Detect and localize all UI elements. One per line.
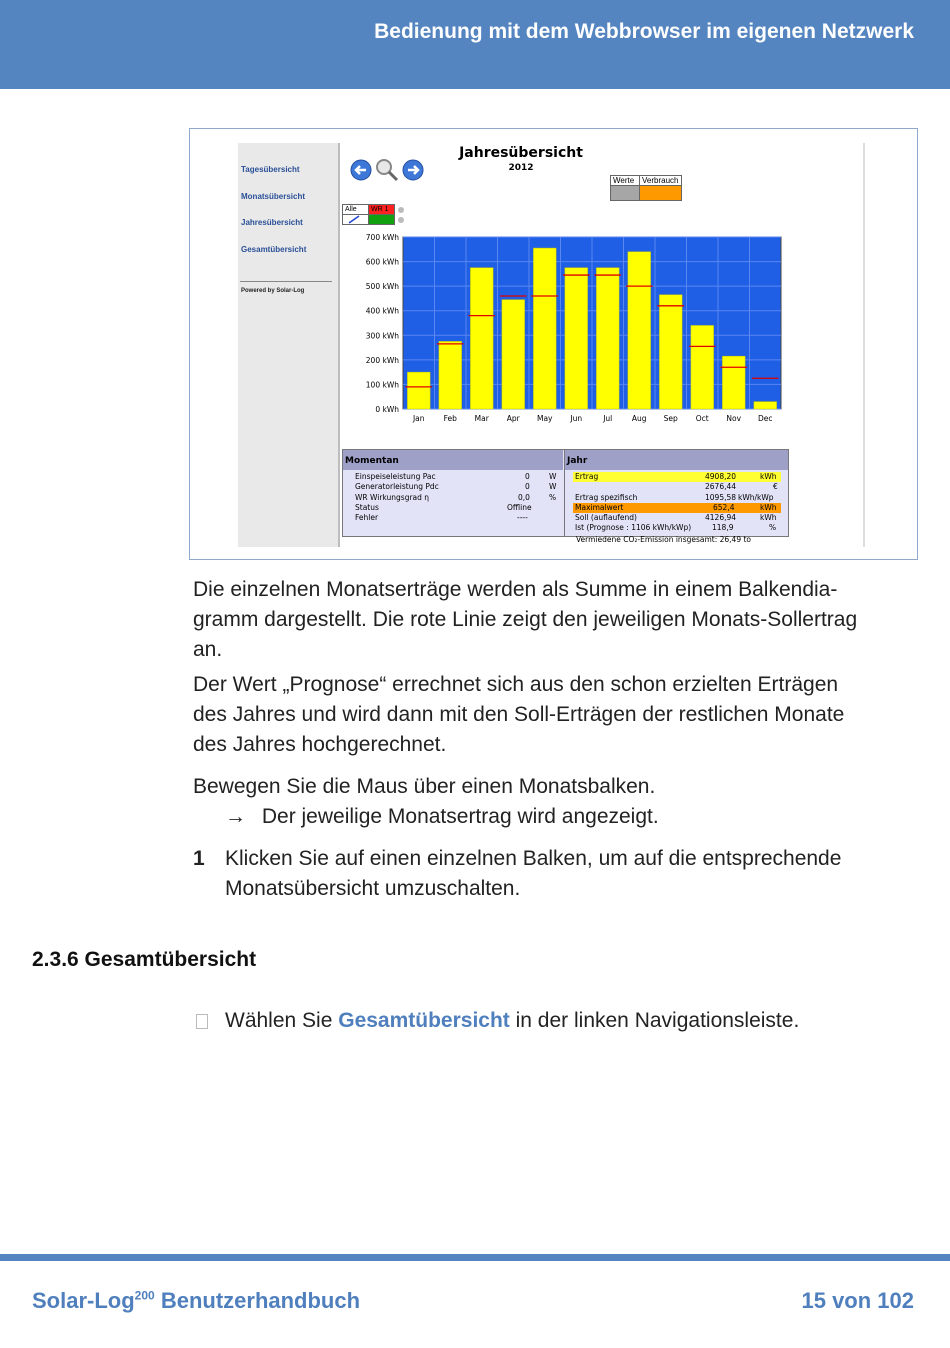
instruction-post: in der linken Navigationsleiste.: [509, 1009, 800, 1032]
bar-nov[interactable]: [722, 356, 745, 409]
step-1: [193, 844, 841, 904]
y-tick-label: 0 kWh: [375, 405, 399, 414]
jahr-label: Ertrag: [575, 472, 599, 481]
selector-radio-2[interactable]: [398, 217, 404, 223]
paragraph-2-line: des Jahres und wird dann mit den Soll-Erträgen der restlichen Monate: [193, 703, 845, 726]
selector-radio-1[interactable]: [398, 207, 404, 213]
x-tick-label: Feb: [443, 414, 457, 423]
page-header: [0, 0, 950, 89]
jahr-unit: kWh: [760, 503, 777, 512]
jahr-value: 4126,94: [705, 513, 737, 522]
bar-oct[interactable]: [691, 325, 714, 409]
momentan-row: [343, 513, 563, 523]
bar-aug[interactable]: [628, 252, 651, 409]
footer-product: Solar-Log: [32, 1288, 135, 1313]
selector-wr-color[interactable]: [368, 214, 395, 225]
chart-year: 2012: [508, 163, 534, 173]
result-line: [193, 802, 659, 832]
jahr-unit: kWh/kWp: [738, 493, 774, 502]
x-tick-label: Sep: [663, 414, 678, 423]
step-number: 1: [193, 847, 205, 870]
y-tick-label: 500 kWh: [365, 282, 399, 292]
paragraph-2: [193, 670, 844, 760]
header-title: Bedienung mit dem Webbrowser im eigenen Netzwerk: [374, 20, 914, 43]
previous-arrow-icon[interactable]: [350, 159, 372, 181]
paragraph-3-line: Bewegen Sie die Maus über einen Monatsbalken.: [193, 775, 656, 798]
momentan-unit: %: [549, 493, 557, 502]
jahr-label: Maximalwert: [575, 503, 624, 512]
x-tick-label: Mar: [474, 414, 489, 423]
x-tick-label: Apr: [506, 414, 520, 423]
legend-werte-label: Werte: [610, 175, 640, 186]
footer-rule: [0, 1254, 950, 1261]
bar-feb[interactable]: [439, 341, 462, 409]
jahr-value: 2676,44: [705, 482, 737, 491]
screenshot-figure: [189, 128, 918, 560]
momentan-label: Status: [355, 503, 379, 512]
bar-sep[interactable]: [659, 295, 682, 409]
jahr-value: 1095,58: [705, 493, 737, 502]
momentan-label: Generatorleistung Pdc: [355, 482, 439, 491]
y-tick-label: 300 kWh: [365, 331, 399, 341]
nav-item-jahresuebersicht[interactable]: Jahresübersicht: [241, 218, 303, 227]
bar-may[interactable]: [533, 248, 556, 409]
jahr-label: Soll (auflaufend): [575, 513, 637, 522]
summary-table: [342, 449, 789, 537]
momentan-value: 0,0: [518, 493, 530, 502]
jahr-label: Ertrag spezifisch: [575, 493, 638, 502]
jahr-header: [565, 450, 788, 470]
momentan-value: Offline: [507, 503, 532, 512]
bar-jun[interactable]: [565, 268, 588, 409]
legend-verbrauch-swatch[interactable]: [639, 185, 682, 201]
solarlog-nav: [238, 143, 340, 547]
x-tick-label: Jan: [412, 414, 425, 423]
momentan-value: 0: [525, 482, 530, 491]
y-tick-label: 400 kWh: [365, 306, 399, 316]
curve-icon: [345, 215, 365, 224]
momentan-row: [343, 493, 563, 503]
momentan-header: [343, 450, 563, 470]
zoom-icon[interactable]: [374, 157, 400, 183]
y-tick-label: 100 kWh: [365, 380, 399, 390]
jahr-title: Jahr: [567, 456, 588, 466]
selector-alle[interactable]: Alle: [342, 204, 369, 215]
chart-title: Jahresübersicht: [459, 145, 583, 161]
footer-manual: Benutzerhandbuch: [154, 1288, 361, 1313]
jahr-value: 652,4: [713, 503, 735, 512]
paragraph-3: [193, 772, 659, 832]
scrollbar[interactable]: [863, 143, 865, 547]
nav-item-tagesuebersicht[interactable]: Tagesübersicht: [241, 165, 300, 174]
paragraph-1-line: Die einzelnen Monatserträge werden als Summe in einem Balkendia-: [193, 578, 838, 601]
gesamtuebersicht-link[interactable]: Gesamtübersicht: [338, 1009, 510, 1032]
jahr-row-maximalwert: [573, 503, 781, 513]
x-tick-label: Dec: [757, 414, 773, 423]
jahr-row: [573, 482, 781, 492]
paragraph-1: [193, 575, 857, 665]
jahr-unit: kWh: [760, 472, 777, 481]
bar-dec[interactable]: [754, 402, 777, 409]
y-tick-label: 200 kWh: [365, 355, 399, 365]
table-divider: [564, 450, 565, 536]
legend-verbrauch-label: Verbrauch: [639, 175, 682, 186]
bar-chart: [342, 229, 782, 429]
momentan-label: WR Wirkungsgrad η: [355, 493, 430, 502]
selector-wr[interactable]: WR 1: [368, 204, 395, 215]
momentan-unit: W: [549, 482, 557, 491]
jahr-row: [573, 523, 781, 533]
nav-item-monatsuebersicht[interactable]: Monatsübersicht: [241, 192, 306, 201]
x-tick-label: Oct: [695, 414, 709, 423]
bar-jul[interactable]: [596, 268, 619, 409]
momentan-row: [343, 472, 563, 482]
jahr-value: 4908,20: [705, 472, 737, 481]
section-heading: 2.3.6 Gesamtübersicht: [32, 948, 257, 971]
nav-item-gesamtuebersicht[interactable]: Gesamtübersicht: [241, 245, 307, 254]
bar-apr[interactable]: [502, 300, 525, 409]
page-number: 15 von 102: [801, 1288, 914, 1313]
co2-text: Vermiedene CO₂-Emission insgesamt: 26,49 to: [576, 535, 752, 544]
momentan-value: ----: [517, 513, 528, 522]
jahr-label: Ist (Prognose : 1106 kWh/kWp): [575, 523, 692, 532]
paragraph-2-line: des Jahres hochgerechnet.: [193, 733, 447, 756]
y-tick-label: 600 kWh: [365, 257, 399, 267]
arrow-right-icon: →: [225, 805, 246, 828]
instruction: [193, 1006, 799, 1036]
jahr-row: [573, 493, 781, 503]
instruction-pre: Wählen Sie: [225, 1009, 339, 1032]
x-tick-label: Nov: [726, 414, 742, 423]
bar-jan[interactable]: [407, 372, 430, 409]
paragraph-2-line: Der Wert „Prognose“ errechnet sich aus den schon erzielten Erträgen: [193, 673, 839, 696]
x-tick-label: Aug: [631, 414, 647, 423]
footer-title: [32, 1288, 360, 1314]
momentan-label: Fehler: [355, 513, 379, 522]
paragraph-1-line: an.: [193, 638, 223, 661]
nav-divider: [240, 281, 332, 282]
x-tick-label: May: [536, 414, 553, 423]
momentan-value: 0: [525, 472, 530, 481]
jahr-unit: €: [773, 482, 778, 491]
momentan-row: [343, 482, 563, 492]
x-tick-label: Jul: [603, 414, 613, 423]
momentan-unit: W: [549, 472, 557, 481]
paragraph-1-line: gramm dargestellt. Die rote Linie zeigt den jeweiligen Monats-Sollertrag: [193, 608, 858, 631]
momentan-row: [343, 503, 563, 513]
powered-by: Powered by Solar-Log: [241, 288, 305, 294]
bar-mar[interactable]: [470, 268, 493, 409]
legend-werte-swatch[interactable]: [610, 185, 640, 201]
step-text-line: Klicken Sie auf einen einzelnen Balken, um auf die entsprechende: [225, 847, 842, 870]
jahr-value: 118,9: [712, 523, 734, 532]
momentan-label: Einspeiseleistung Pac: [355, 472, 436, 481]
jahr-row: [573, 513, 781, 523]
momentan-title: Momentan: [345, 456, 399, 466]
jahr-row-ertrag: [573, 472, 781, 482]
next-arrow-icon[interactable]: [402, 159, 424, 181]
selector-curve[interactable]: [342, 214, 369, 225]
y-tick-label: 700 kWh: [365, 233, 399, 242]
x-tick-label: Jun: [570, 414, 583, 423]
footer-product-sup: 200: [134, 1288, 155, 1303]
result-text: Der jeweilige Monatsertrag wird angezeigt.: [261, 805, 659, 828]
jahr-unit: %: [769, 523, 777, 532]
step-text-line: Monatsübersicht umzuschalten.: [225, 877, 521, 900]
bullet-box-icon: [196, 1014, 208, 1029]
jahr-unit: kWh: [760, 513, 777, 522]
